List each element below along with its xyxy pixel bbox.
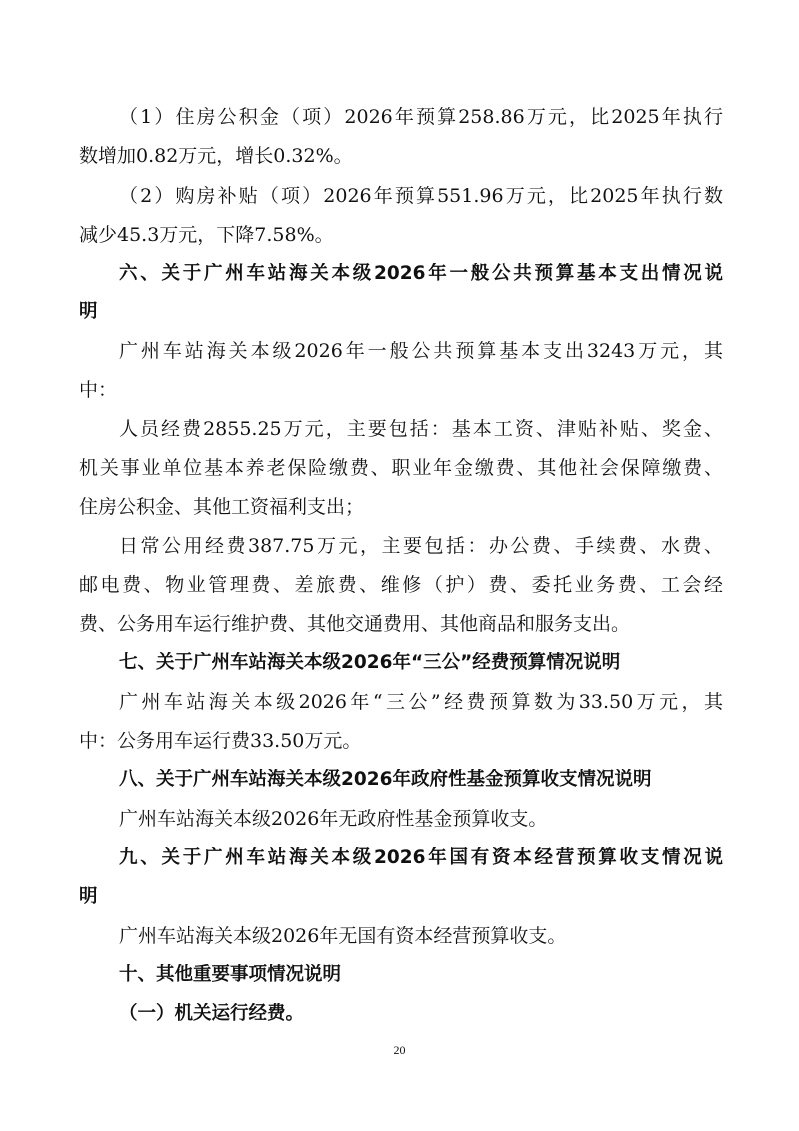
- paragraph-personnel-line-1: 人员经费2855.25万元，主要包括：基本工资、津贴补贴、奖金、: [119, 418, 723, 440]
- section-heading-9-line-2: 明: [79, 886, 98, 907]
- paragraph-housing-fund-line-2: 数增加0.82万元，增长0.32%。: [79, 145, 353, 167]
- paragraph-public-expense-line-1: 日常公用经费387.75万元，主要包括：办公费、手续费、水费、: [119, 535, 723, 557]
- page-number: 20: [393, 1043, 406, 1057]
- paragraph-three-public-line-1: 广州车站海关本级2026年“三公”经费预算数为33.50万元，其: [119, 691, 723, 713]
- subsection-heading-1: （一）机关运行经费。: [119, 1003, 305, 1024]
- paragraph-personnel-line-2: 机关事业单位基本养老保险缴费、职业年金缴费、其他社会保障缴费、: [79, 457, 723, 479]
- paragraph-basic-expenditure-line-2: 中：: [79, 379, 118, 401]
- paragraph-housing-subsidy-line-1: （2）购房补贴（项）2026年预算551.96万元，比2025年执行数: [119, 185, 723, 207]
- paragraph-public-expense-line-3: 费、公务用车运行维护费、其他交通费用、其他商品和服务支出。: [79, 613, 631, 635]
- section-heading-7: 七、关于广州车站海关本级2026年“三公”经费预算情况说明: [119, 652, 621, 673]
- section-heading-9-line-1: 九、关于广州车站海关本级2026年国有资本经营预算收支情况说: [119, 847, 723, 868]
- paragraph-three-public-line-2: 中：公务用车运行费33.50万元。: [79, 730, 362, 752]
- section-heading-6-line-1: 六、关于广州车站海关本级2026年一般公共预算基本支出情况说: [119, 263, 723, 284]
- paragraph-government-fund: 广州车站海关本级2026年无政府性基金预算收支。: [119, 808, 548, 830]
- section-heading-8: 八、关于广州车站海关本级2026年政府性基金预算收支情况说明: [119, 769, 652, 790]
- section-heading-10: 十、其他重要事项情况说明: [119, 964, 342, 985]
- paragraph-housing-subsidy-line-2: 减少45.3万元，下降7.58%。: [79, 224, 334, 246]
- paragraph-public-expense-line-2: 邮电费、物业管理费、差旅费、维修（护）费、委托业务费、工会经: [79, 574, 723, 596]
- paragraph-housing-fund-line-1: （1）住房公积金（项）2026年预算258.86万元，比2025年执行: [119, 106, 723, 128]
- paragraph-basic-expenditure-line-1: 广州车站海关本级2026年一般公共预算基本支出3243万元，其: [119, 340, 723, 362]
- paragraph-state-capital: 广州车站海关本级2026年无国有资本经营预算收支。: [119, 925, 567, 947]
- section-heading-6-line-2: 明: [79, 301, 98, 322]
- paragraph-personnel-line-3: 住房公积金、其他工资福利支出；: [79, 496, 365, 518]
